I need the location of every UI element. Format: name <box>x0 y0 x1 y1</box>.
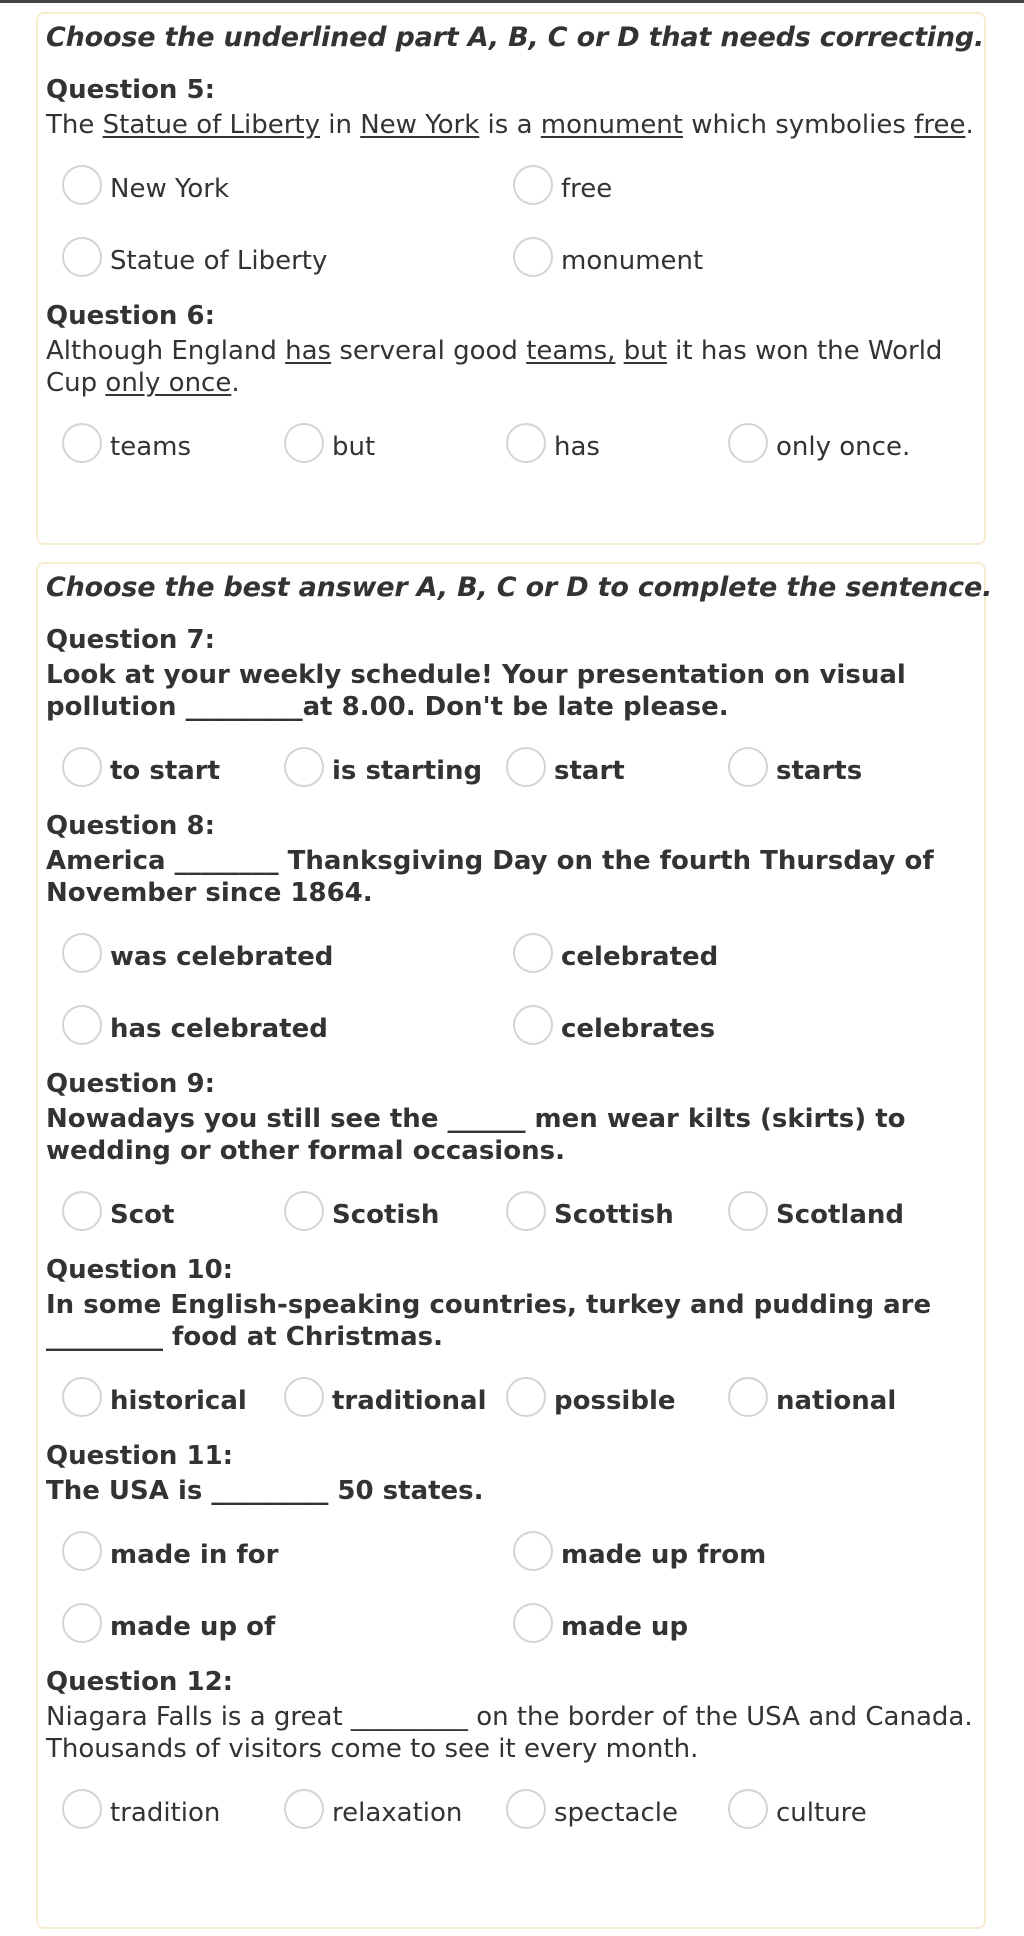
option-b[interactable] <box>497 1519 948 1591</box>
question-title: Question 6: <box>46 301 215 331</box>
option-label: culture <box>776 1798 867 1828</box>
question-title: Question 10: <box>46 1255 234 1285</box>
option-d[interactable] <box>712 735 934 807</box>
answer-options <box>46 1365 976 1437</box>
option-label: start <box>554 756 625 786</box>
radio-button[interactable] <box>62 1005 102 1045</box>
radio-button[interactable] <box>728 423 768 463</box>
radio-button[interactable] <box>513 165 553 205</box>
radio-button[interactable] <box>62 933 102 973</box>
question-text: Niagara Falls is a great _________ on the border of the USA and Canada. Thousands of visitors come to see it every month. <box>46 1702 973 1764</box>
option-label: possible <box>554 1386 676 1416</box>
question-12 <box>46 1667 976 1849</box>
option-d[interactable] <box>497 993 948 1065</box>
question-6 <box>46 301 976 483</box>
option-b[interactable] <box>497 153 948 225</box>
radio-button[interactable] <box>513 1603 553 1643</box>
question-title: Question 8: <box>46 811 215 841</box>
question-7 <box>46 625 976 807</box>
question-text: In some English-speaking countries, turkey and pudding are _________ food at Christmas. <box>46 1290 932 1352</box>
option-label: Scottish <box>554 1200 674 1230</box>
option-label: historical <box>110 1386 247 1416</box>
radio-button[interactable] <box>284 1377 324 1417</box>
option-a[interactable] <box>46 1519 497 1591</box>
radio-button[interactable] <box>513 1005 553 1045</box>
option-c[interactable] <box>490 411 712 483</box>
underlined-part: teams, <box>526 336 616 366</box>
option-c[interactable] <box>490 1179 712 1251</box>
question-8 <box>46 811 976 1065</box>
underlined-part: has <box>285 336 332 366</box>
option-label: tradition <box>110 1798 221 1828</box>
radio-button[interactable] <box>728 1191 768 1231</box>
underlined-part: free <box>914 110 966 140</box>
option-label: national <box>776 1386 897 1416</box>
radio-button[interactable] <box>62 1789 102 1829</box>
option-label: made up from <box>561 1540 767 1570</box>
option-d[interactable] <box>497 225 948 297</box>
question-text: Nowadays you still see the ______ men wear kilts (skirts) to wedding or other formal occasions. <box>46 1104 906 1166</box>
option-a[interactable] <box>46 921 497 993</box>
option-label: New York <box>110 174 230 204</box>
section-instruction: Choose the best answer A, B, C or D to complete the sentence. <box>46 572 993 603</box>
option-label: free <box>561 174 613 204</box>
underlined-part: New York <box>360 110 480 140</box>
option-a[interactable] <box>46 1179 268 1251</box>
top-divider <box>0 0 1024 3</box>
option-label: has celebrated <box>110 1014 328 1044</box>
question-title: Question 5: <box>46 75 215 105</box>
option-b[interactable] <box>268 1365 490 1437</box>
option-label: Scotish <box>332 1200 440 1230</box>
question-text: The Statue of Liberty in New York is a monument which symbolies free. <box>46 110 974 140</box>
underlined-part: Statue of Liberty <box>102 110 320 140</box>
radio-button[interactable] <box>728 1789 768 1829</box>
option-label: was celebrated <box>110 942 334 972</box>
radio-button[interactable] <box>62 423 102 463</box>
option-b[interactable] <box>268 735 490 807</box>
option-a[interactable] <box>46 1365 268 1437</box>
option-a[interactable] <box>46 1777 268 1849</box>
question-11 <box>46 1441 976 1663</box>
option-d[interactable] <box>712 1365 934 1437</box>
question-text: Although England has serveral good teams, but it has won the World Cup only once. <box>46 336 943 398</box>
radio-button[interactable] <box>728 747 768 787</box>
radio-button[interactable] <box>62 165 102 205</box>
radio-button[interactable] <box>506 1789 546 1829</box>
answer-options <box>46 1519 976 1663</box>
option-label: made up of <box>110 1612 276 1642</box>
underlined-part: but <box>623 336 667 366</box>
option-a[interactable] <box>46 735 268 807</box>
option-b[interactable] <box>268 411 490 483</box>
radio-button[interactable] <box>506 1191 546 1231</box>
option-label: has <box>554 432 600 462</box>
question-title: Question 11: <box>46 1441 234 1471</box>
option-label: Statue of Liberty <box>110 246 328 276</box>
underlined-part: only once <box>105 368 232 398</box>
radio-button[interactable] <box>506 1377 546 1417</box>
option-label: starts <box>776 756 863 786</box>
option-label: traditional <box>332 1386 487 1416</box>
option-c[interactable] <box>490 735 712 807</box>
option-d[interactable] <box>712 1777 934 1849</box>
option-label: teams <box>110 432 191 462</box>
option-label: monument <box>561 246 704 276</box>
radio-button[interactable] <box>62 237 102 277</box>
radio-button[interactable] <box>62 1531 102 1571</box>
section-instruction: Choose the underlined part A, B, C or D that needs correcting. <box>46 22 985 53</box>
option-b[interactable] <box>497 921 948 993</box>
section-card-complete-sentence <box>36 562 993 1929</box>
radio-button[interactable] <box>284 1191 324 1231</box>
option-label: celebrated <box>561 942 719 972</box>
option-c[interactable] <box>46 993 497 1065</box>
answer-options <box>46 735 976 807</box>
question-text: America ________ Thanksgiving Day on the fourth Thursday of November since 1864. <box>46 846 934 908</box>
radio-button[interactable] <box>284 423 324 463</box>
option-a[interactable] <box>46 411 268 483</box>
option-label: made in for <box>110 1540 279 1570</box>
radio-button[interactable] <box>62 1603 102 1643</box>
option-label: spectacle <box>554 1798 678 1828</box>
option-label: relaxation <box>332 1798 463 1828</box>
radio-button[interactable] <box>506 423 546 463</box>
option-label: Scot <box>110 1200 175 1230</box>
radio-button[interactable] <box>62 1377 102 1417</box>
radio-button[interactable] <box>62 1191 102 1231</box>
option-a[interactable] <box>46 153 497 225</box>
radio-button[interactable] <box>284 747 324 787</box>
option-label: made up <box>561 1612 689 1642</box>
radio-button[interactable] <box>62 747 102 787</box>
question-title: Question 12: <box>46 1667 234 1697</box>
option-b[interactable] <box>268 1777 490 1849</box>
option-d[interactable] <box>712 411 934 483</box>
question-title: Question 7: <box>46 625 215 655</box>
option-label: only once. <box>776 432 911 462</box>
underlined-part: monument <box>540 110 683 140</box>
option-label: Scotland <box>776 1200 905 1230</box>
radio-button[interactable] <box>728 1377 768 1417</box>
question-10 <box>46 1255 976 1437</box>
radio-button[interactable] <box>506 747 546 787</box>
answer-options <box>46 921 976 1065</box>
answer-options <box>46 153 976 297</box>
option-label: is starting <box>332 756 483 786</box>
option-label: celebrates <box>561 1014 716 1044</box>
option-b[interactable] <box>268 1179 490 1251</box>
question-5 <box>46 75 976 297</box>
question-title: Question 9: <box>46 1069 215 1099</box>
answer-options <box>46 1179 976 1251</box>
option-c[interactable] <box>46 225 497 297</box>
option-c[interactable] <box>490 1777 712 1849</box>
question-text: Look at your weekly schedule! Your presentation on visual pollution _________at 8.00. Don't be late please. <box>46 660 906 722</box>
option-d[interactable] <box>497 1591 948 1663</box>
question-9 <box>46 1069 976 1251</box>
answer-options <box>46 1777 976 1849</box>
answer-options <box>46 411 976 483</box>
question-text: The USA is _________ 50 states. <box>46 1476 484 1506</box>
section-card-underlined <box>36 12 986 545</box>
radio-button[interactable] <box>284 1789 324 1829</box>
radio-button[interactable] <box>513 933 553 973</box>
option-label: but <box>332 432 376 462</box>
option-c[interactable] <box>46 1591 497 1663</box>
option-c[interactable] <box>490 1365 712 1437</box>
radio-button[interactable] <box>513 237 553 277</box>
option-label: to start <box>110 756 221 786</box>
radio-button[interactable] <box>513 1531 553 1571</box>
option-d[interactable] <box>712 1179 934 1251</box>
